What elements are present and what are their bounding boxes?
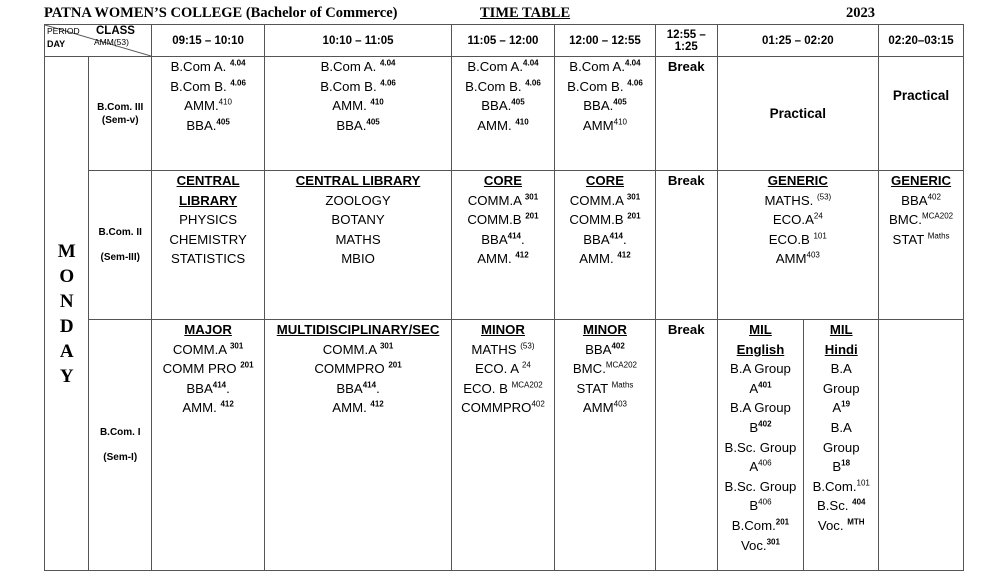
slot-entry: BOTANY	[331, 212, 385, 228]
slot-entry: MATHS. $^{(53)}$	[764, 192, 832, 208]
period-header: 12:00 – 12:55	[554, 25, 655, 57]
slot-entry: Group	[822, 439, 860, 455]
slot-entry: PHYSICS	[179, 212, 238, 228]
period-label: PERIOD	[47, 26, 80, 36]
period-header: 11:05 – 12:00	[451, 25, 554, 57]
slot-entry: BBA$^{402}$	[585, 341, 625, 357]
page-header	[44, 5, 944, 23]
slot-heading: CORE	[483, 173, 522, 188]
slot-entry: $ECO.A^{24}$	[772, 211, 823, 228]
slot-entry: BBA$^{414}$.	[336, 380, 380, 396]
slot-entry: B.A	[830, 419, 852, 435]
room-label: AMM(53)	[94, 37, 129, 47]
period-header: 12:55 – 1:25	[655, 25, 717, 57]
slot-entry: $B^{406}$	[749, 497, 772, 514]
slot-entry: MATHS $^{(53)}$	[471, 341, 535, 357]
slot-entry: B.Com B. $^{4.06}$	[465, 78, 541, 94]
day-letter: A	[59, 340, 74, 362]
slot-cell	[879, 171, 964, 320]
slot-entry: AMM$^{403}$	[582, 399, 628, 416]
slot-entry: Group	[822, 380, 860, 396]
slot-cell	[152, 57, 265, 171]
header-row	[45, 25, 964, 57]
slot-cell	[451, 171, 554, 320]
slot-cell	[152, 320, 265, 571]
day-cell-monday	[45, 57, 89, 571]
slot-cell	[152, 171, 265, 320]
slot-entry: B.Com A. $^{4.04}$	[170, 58, 246, 74]
break-cell: Break	[655, 320, 717, 571]
slot-heading: Hindi	[824, 341, 858, 357]
slot-heading: MINOR	[582, 322, 627, 337]
slot-entry: BBA.$^{405}$	[336, 117, 380, 133]
period-header: 01:25 – 02:20	[717, 25, 879, 57]
slot-entry: B.Sc. Group	[724, 439, 797, 455]
slot-entry: B.Com A.$^{4.04}$	[467, 58, 539, 74]
slot-entry: AMM. $^{412}$	[579, 250, 631, 267]
break-cell: Break	[655, 171, 717, 320]
day-letter: O	[59, 265, 75, 287]
slot-entry: ECO. A $^{24}$	[475, 360, 531, 377]
slot-cell-mil-hindi	[804, 320, 879, 571]
slot-entry: BBA$^{414}$.	[583, 231, 627, 247]
slot-entry: MBIO	[341, 251, 375, 267]
slot-entry: Voc.$^{301}$	[740, 537, 780, 553]
slot-entry: $A^{401}$	[749, 380, 772, 396]
slot-entry: B.Com B. $^{4.06}$	[320, 78, 396, 94]
slot-entry: BBA.$^{405}$	[481, 97, 525, 114]
slot-cell	[265, 57, 452, 171]
slot-entry: B.A	[830, 361, 852, 377]
day-label: DAY	[47, 39, 66, 49]
slot-entry: BMC.$^{MCA202}$	[889, 211, 954, 228]
slot-cell	[451, 320, 554, 571]
timetable-title: TIME TABLE	[480, 5, 571, 21]
slot-entry: $B^{18}$	[832, 458, 851, 475]
day-letter: N	[59, 290, 74, 312]
slot-entry: COMMPRO $^{201}$	[314, 360, 402, 377]
slot-entry: B.Com B. $^{4.06}$	[567, 78, 643, 94]
class-name: B.Com. III	[97, 101, 144, 113]
corner-cell	[45, 25, 152, 57]
slot-cell	[554, 171, 655, 320]
row-bcom-ii	[45, 171, 964, 320]
slot-entry: ECO.B $^{101}$	[768, 231, 827, 247]
class-name: B.Com. I	[99, 427, 141, 438]
slot-entry: BBA.$^{405}$	[186, 117, 230, 133]
slot-entry: COMM.B $^{201}$	[467, 211, 539, 228]
slot-entry: BBA.$^{405}$	[583, 97, 627, 114]
slot-entry: $A^{406}$	[749, 458, 772, 475]
slot-entry: MATHS	[335, 231, 381, 247]
practical-cell: Practical	[717, 57, 879, 171]
slot-entry: AMM. $^{412}$	[182, 399, 234, 416]
slot-entry: STAT $^{Maths}$	[576, 380, 634, 396]
slot-cell	[451, 57, 554, 171]
slot-entry: B.Com A. $^{4.04}$	[320, 58, 396, 74]
slot-entry: COMMPRO$^{402}$	[461, 399, 545, 416]
slot-entry: B.Sc. $^{404}$	[816, 497, 866, 514]
slot-entry: AMM$^{403}$	[775, 250, 820, 267]
slot-entry: $B^{402}$	[749, 419, 772, 435]
slot-entry: B.Com.$^{201}$	[731, 517, 790, 533]
slot-entry: B.Com B. $^{4.06}$	[170, 78, 246, 94]
slot-entry: AMM. $^{412}$	[477, 250, 529, 267]
slot-entry: BBA$^{414}$.	[186, 380, 230, 396]
class-label: CLASS	[96, 25, 135, 37]
class-sem: (Sem-v)	[101, 114, 139, 126]
slot-heading: MULTIDISCIPLINARY/SEC	[276, 322, 440, 337]
slot-entry: COMM.A $^{301}$	[467, 192, 539, 208]
slot-entry: COMM.A $^{301}$	[322, 341, 394, 357]
class-cell	[89, 57, 152, 171]
slot-heading: MAJOR	[184, 322, 232, 337]
timetable	[44, 24, 964, 571]
slot-entry: AMM.$^{410}$	[184, 97, 232, 114]
slot-entry: AMM. $^{410}$	[332, 97, 384, 114]
period-header: 02:20–03:15	[879, 25, 964, 57]
slot-heading: CORE	[585, 173, 624, 188]
slot-heading: GENERIC	[891, 173, 952, 188]
slot-entry: B.Com.$^{101}$	[812, 478, 870, 494]
slot-entry: BMC.$^{MCA202}$	[572, 360, 637, 377]
slot-cell	[265, 320, 452, 571]
slot-entry: B.A Group	[730, 400, 791, 416]
slot-cell	[717, 171, 879, 320]
slot-cell	[265, 171, 452, 320]
slot-heading: LIBRARY	[179, 192, 238, 208]
slot-cell-empty	[879, 320, 964, 571]
practical-cell: Practical	[879, 57, 964, 171]
slot-entry: STATISTICS	[170, 251, 246, 267]
day-letter: M	[57, 240, 76, 262]
class-name: B.Com. II	[98, 227, 142, 238]
slot-heading: MINOR	[480, 322, 525, 337]
slot-entry: B.Com A.$^{4.04}$	[569, 58, 641, 74]
slot-cell	[554, 320, 655, 571]
slot-entry: B.A Group	[730, 361, 791, 377]
slot-heading: English	[736, 341, 785, 357]
slot-entry: AMM. $^{412}$	[332, 399, 384, 416]
slot-entry: COMM.A $^{301}$	[172, 341, 244, 357]
class-sem: (Sem-III)	[100, 252, 140, 263]
day-letter: Y	[59, 365, 74, 387]
slot-heading: GENERIC	[767, 173, 828, 188]
slot-heading: MIL	[829, 322, 853, 337]
slot-entry: BBA$^{402}$	[901, 192, 941, 208]
slot-heading: MIL	[749, 322, 772, 337]
year-label: 2023	[846, 5, 875, 21]
class-sem: (Sem-I)	[103, 452, 138, 463]
day-letter: D	[59, 315, 74, 337]
row-bcom-i	[45, 320, 964, 571]
slot-entry: CHEMISTRY	[169, 231, 247, 247]
slot-entry: Voc. $^{MTH}$	[817, 517, 865, 533]
period-header: 10:10 – 11:05	[265, 25, 452, 57]
break-cell: Break	[655, 57, 717, 171]
slot-entry: B.Sc. Group	[724, 478, 797, 494]
slot-entry: AMM$^{410}$	[582, 117, 628, 133]
slot-entry: STAT $^{Maths}$	[892, 231, 950, 247]
slot-cell-mil-english	[717, 320, 804, 571]
slot-entry: COMM.B $^{201}$	[569, 211, 641, 228]
class-cell	[89, 320, 152, 571]
period-header: 09:15 – 10:10	[152, 25, 265, 57]
slot-entry: BBA$^{414}$.	[481, 231, 525, 247]
slot-entry: COMM.A $^{301}$	[569, 192, 641, 208]
row-bcom-iii	[45, 57, 964, 171]
class-cell	[89, 171, 152, 320]
slot-cell	[554, 57, 655, 171]
slot-entry: AMM. $^{410}$	[477, 117, 529, 133]
slot-entry: ECO. B $^{MCA202}$	[463, 380, 543, 396]
slot-heading: CENTRAL LIBRARY	[295, 173, 421, 188]
slot-heading: CENTRAL	[176, 173, 240, 188]
slot-entry: $A^{19}$	[832, 399, 851, 416]
slot-entry: ZOOLOGY	[325, 192, 391, 208]
college-title: PATNA WOMEN’S COLLEGE (Bachelor of Commerce)	[44, 5, 398, 21]
slot-entry: COMM PRO $^{201}$	[162, 360, 254, 377]
